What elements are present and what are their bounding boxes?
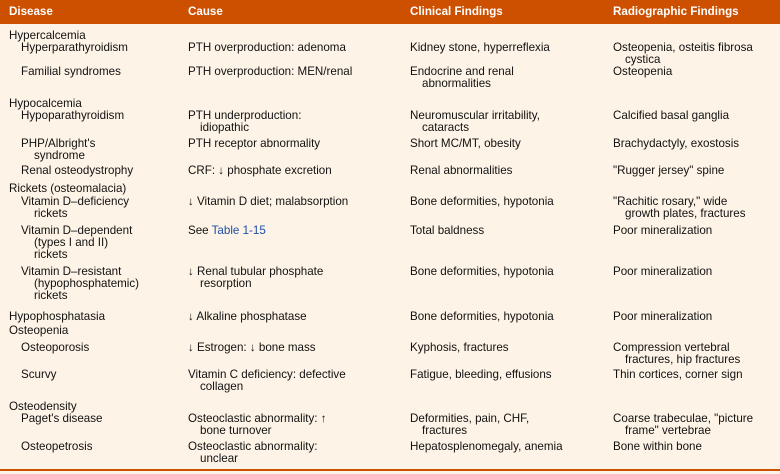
clinical-paget-cont: fractures [422,424,468,437]
cause-php: PTH receptor abnormality [188,137,321,150]
disease-vitd-dependent-cont: (types I and II) [34,236,109,249]
header-radiographic: Radiographic Findings [613,5,739,18]
cause-familial: PTH overproduction: MEN/renal [188,65,353,78]
radio-vitd-resistant: Poor mineralization [613,265,713,278]
cause-scurvy-cont: collagen [200,380,244,393]
clinical-scurvy: Fatigue, bleeding, effusions [410,368,552,381]
clinical-hypophosphatasia: Bone deformities, hypotonia [410,310,554,323]
disease-vitd-resistant-cont2: rickets [34,289,68,302]
clinical-vitd-dependent: Total baldness [410,224,485,237]
disease-vitd-resistant: Vitamin D–resistant [21,265,122,278]
header-cause: Cause [188,5,223,18]
clinical-familial-cont: abnormalities [422,77,491,90]
radio-osteopetrosis: Bone within bone [613,440,702,453]
radio-osteoporosis-cont: fractures, hip fractures [625,353,741,366]
cause-vitd-dependent [188,225,266,238]
group-osteodensity: Osteodensity [9,400,77,413]
radio-hypophosphatasia: Poor mineralization [613,310,713,323]
cause-vitd-resistant-cont: resorption [200,277,252,290]
group-rickets: Rickets (osteomalacia) [9,182,127,195]
clinical-hyperparathyroidism: Kidney stone, hyperreflexia [410,41,550,54]
cause-hypoparathyroidism-cont: idiopathic [200,121,249,134]
header-clinical: Clinical Findings [410,5,503,18]
header-disease: Disease [9,5,53,18]
cause-paget: Osteoclastic abnormality: ↑ [188,412,327,425]
cause-hypoparathyroidism: PTH underproduction: [188,109,302,122]
disease-renal-osteodystrophy: Renal osteodystrophy [21,164,134,177]
radio-vitd-dependent: Poor mineralization [613,224,713,237]
radio-familial: Osteopenia [613,65,673,78]
disease-vitd-deficiency: Vitamin D–deficiency [21,195,130,208]
radio-hyperparathyroidism: Osteopenia, osteitis fibrosa [613,41,753,54]
cause-osteoporosis: ↓ Estrogen: ↓ bone mass [188,341,316,354]
disease-hyperparathyroidism: Hyperparathyroidism [21,41,128,54]
radio-hypoparathyroidism: Calcified basal ganglia [613,109,730,122]
radio-vitd-deficiency-cont: growth plates, fractures [625,207,746,220]
cause-vitd-resistant: ↓ Renal tubular phosphate [188,265,324,278]
cause-osteopetrosis: Osteoclastic abnormality: [188,440,318,453]
cause-vitd-deficiency: ↓ Vitamin D diet; malabsorption [188,195,349,208]
cause-hypophosphatasia: ↓ Alkaline phosphatase [188,310,307,323]
disease-osteopetrosis: Osteopetrosis [21,440,93,453]
cause-scurvy: Vitamin C deficiency: defective [188,368,346,381]
clinical-osteoporosis: Kyphosis, fractures [410,341,509,354]
radio-php: Brachydactyly, exostosis [613,137,740,150]
disease-php: PHP/Albright's [21,137,96,150]
disease-paget: Paget's disease [21,412,103,425]
group-hypercalcemia: Hypercalcemia [9,29,86,42]
cause-vitd-dependent-prefix: See [188,224,212,237]
table-header [0,0,780,24]
cause-hyperparathyroidism: PTH overproduction: adenoma [188,41,346,54]
clinical-renal-osteodystrophy: Renal abnormalities [410,164,513,177]
radio-paget: Coarse trabeculae, "picture [613,412,754,425]
disease-hypoparathyroidism: Hypoparathyroidism [21,109,125,122]
disease-familial: Familial syndromes [21,65,121,78]
cause-paget-cont: bone turnover [200,424,272,437]
table-reference-link[interactable]: Table 1-15 [211,224,266,237]
radio-paget-cont: frame" vertebrae [625,424,711,437]
clinical-hypoparathyroidism: Neuromuscular irritability, [410,109,540,122]
radio-hyperparathyroidism-cont: cystica [625,53,661,66]
disease-hypophosphatasia: Hypophosphatasia [9,310,106,323]
clinical-hypoparathyroidism-cont: cataracts [422,121,470,134]
disease-osteoporosis: Osteoporosis [21,341,90,354]
disease-vitd-resistant-cont: (hypophosphatemic) [34,277,140,290]
clinical-paget: Deformities, pain, CHF, [410,412,530,425]
cause-osteopetrosis-cont: unclear [200,452,239,465]
clinical-php: Short MC/MT, obesity [410,137,521,150]
disease-scurvy: Scurvy [21,368,57,381]
group-hypocalcemia: Hypocalcemia [9,97,82,110]
clinical-familial: Endocrine and renal [410,65,514,78]
clinical-vitd-deficiency: Bone deformities, hypotonia [410,195,554,208]
clinical-vitd-resistant: Bone deformities, hypotonia [410,265,554,278]
clinical-osteopetrosis: Hepatosplenomegaly, anemia [410,440,563,453]
radio-osteoporosis: Compression vertebral [613,341,730,354]
radio-scurvy: Thin cortices, corner sign [613,368,743,381]
table-bottom-rule [0,469,780,471]
disease-php-cont: syndrome [34,149,85,162]
disease-vitd-deficiency-cont: rickets [34,207,68,220]
disease-vitd-dependent: Vitamin D–dependent [21,224,133,237]
disease-vitd-dependent-cont2: rickets [34,248,68,261]
radio-vitd-deficiency: "Rachitic rosary," wide [613,195,728,208]
group-osteopenia: Osteopenia [9,324,69,337]
cause-renal-osteodystrophy: CRF: ↓ phosphate excretion [188,164,332,177]
radio-renal-osteodystrophy: "Rugger jersey" spine [613,164,725,177]
